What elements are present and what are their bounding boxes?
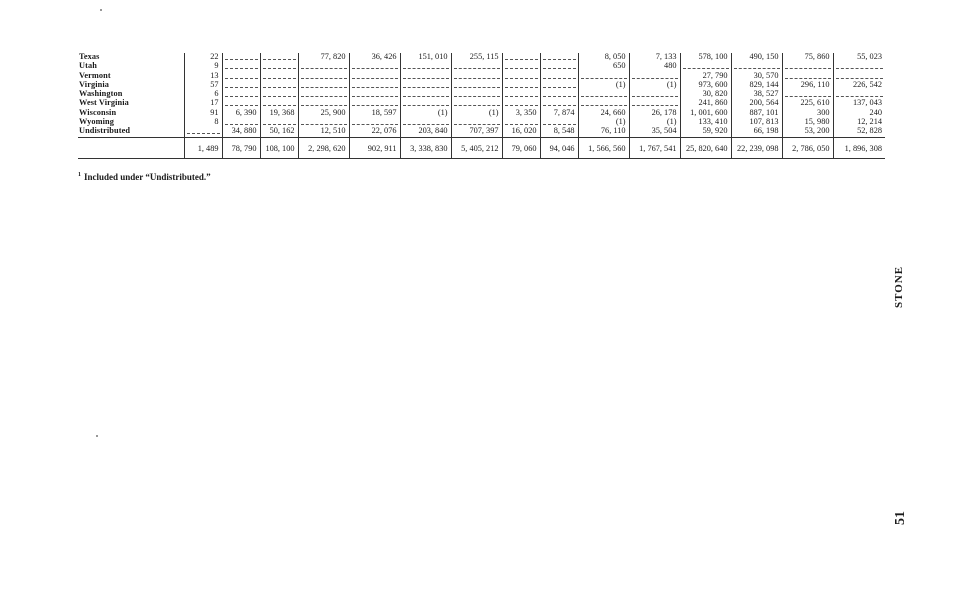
table-cell: 35, 504 <box>629 127 680 137</box>
table-cell <box>540 53 578 62</box>
table-cell: 18, 597 <box>349 109 400 118</box>
table-cell <box>629 90 680 99</box>
table-cell: 8, 050 <box>578 53 629 62</box>
total-row <box>78 137 885 158</box>
table-cell: 91 <box>184 109 222 118</box>
table-cell: 25, 900 <box>298 109 349 118</box>
table-cell <box>451 81 502 90</box>
empty-cell-dash <box>301 72 347 79</box>
total-cell: 25, 820, 640 <box>680 137 731 158</box>
empty-cell-dash <box>543 53 576 60</box>
empty-cell-dash <box>543 118 576 125</box>
empty-cell-dash <box>225 53 258 60</box>
table-cell: 52, 828 <box>833 127 885 137</box>
table-cell: 77, 820 <box>298 53 349 62</box>
empty-cell-dash <box>543 62 576 69</box>
table-cell: 1, 001, 600 <box>680 109 731 118</box>
table-cell: 50, 162 <box>260 127 298 137</box>
total-cell: 902, 911 <box>349 137 400 158</box>
state-label: Wisconsin <box>79 107 117 117</box>
table-cell <box>222 81 260 90</box>
total-cell: 5, 405, 212 <box>451 137 502 158</box>
table-cell <box>298 81 349 90</box>
table-cell <box>222 72 260 81</box>
table-cell: 226, 542 <box>833 81 885 90</box>
total-cell: 2, 786, 050 <box>782 137 833 158</box>
empty-cell-dash <box>836 90 884 97</box>
table-cell: 203, 840 <box>400 127 451 137</box>
table-cell: 30, 820 <box>680 90 731 99</box>
table-cell: 151, 010 <box>400 53 451 62</box>
total-cell: 94, 046 <box>540 137 578 158</box>
table-cell <box>782 62 833 71</box>
table-cell <box>400 72 451 81</box>
total-cell: 1, 566, 560 <box>578 137 629 158</box>
empty-cell-dash <box>263 118 296 125</box>
table-cell: 255, 115 <box>451 53 502 62</box>
table-cell: 22 <box>184 53 222 62</box>
table-cell: 107, 813 <box>731 118 782 127</box>
stone-statistics-table <box>78 53 885 159</box>
table-cell: 34, 880 <box>222 127 260 137</box>
table-cell: 7, 133 <box>629 53 680 62</box>
table-cell <box>349 72 400 81</box>
empty-cell-dash <box>263 81 296 88</box>
page-number: 51 <box>893 511 908 525</box>
table-cell <box>540 62 578 71</box>
scan-speck <box>100 9 102 11</box>
table-cell <box>222 90 260 99</box>
empty-cell-dash <box>785 72 831 79</box>
table-cell: 19, 368 <box>260 109 298 118</box>
empty-cell-dash <box>403 90 449 97</box>
empty-cell-dash <box>505 72 538 79</box>
empty-cell-dash <box>505 62 538 69</box>
table-cell: 6, 390 <box>222 109 260 118</box>
empty-cell-dash <box>403 62 449 69</box>
table-cell: 66, 198 <box>731 127 782 137</box>
table-cell <box>502 53 540 62</box>
empty-cell-dash <box>454 99 500 106</box>
table-cell: 76, 110 <box>578 127 629 137</box>
total-cell: 3, 338, 830 <box>400 137 451 158</box>
empty-cell-dash <box>454 90 500 97</box>
empty-cell-dash <box>454 81 500 88</box>
empty-cell-dash <box>225 90 258 97</box>
table-cell <box>349 81 400 90</box>
empty-cell-dash <box>632 99 678 106</box>
table-cell <box>184 127 222 137</box>
table-cell <box>400 90 451 99</box>
empty-cell-dash <box>301 99 347 106</box>
empty-cell-dash <box>632 90 678 97</box>
table-cell: 3, 350 <box>502 109 540 118</box>
table-cell: (1) <box>578 118 629 127</box>
table-cell <box>260 90 298 99</box>
total-cell: 1, 896, 308 <box>833 137 885 158</box>
table-cell <box>400 62 451 71</box>
scan-speck <box>96 435 98 437</box>
state-label: Utah <box>79 61 97 71</box>
table-cell <box>298 62 349 71</box>
empty-cell-dash <box>836 62 884 69</box>
empty-cell-dash <box>785 90 831 97</box>
table-cell <box>502 62 540 71</box>
table-cell: 75, 860 <box>782 53 833 62</box>
section-title-vertical: STONE <box>893 265 905 308</box>
table-cell <box>298 90 349 99</box>
empty-cell-dash <box>785 62 831 69</box>
table-cell <box>349 62 400 71</box>
table-cell: 9 <box>184 62 222 71</box>
table-row <box>78 53 885 62</box>
table-cell: 707, 397 <box>451 127 502 137</box>
state-label: Texas <box>79 52 100 61</box>
total-cell: 22, 239, 098 <box>731 137 782 158</box>
state-label: Wyoming <box>79 117 114 127</box>
table-cell: 300 <box>782 109 833 118</box>
table-cell: 59, 920 <box>680 127 731 137</box>
table-cell <box>540 72 578 81</box>
table-cell: 17 <box>184 99 222 108</box>
table-row <box>78 127 885 137</box>
empty-cell-dash <box>543 99 576 106</box>
table-cell: (1) <box>629 81 680 90</box>
state-label: Virginia <box>79 79 109 89</box>
table-cell: 26, 178 <box>629 109 680 118</box>
empty-cell-dash <box>505 81 538 88</box>
table-cell: 8, 548 <box>540 127 578 137</box>
table-cell: 53, 200 <box>782 127 833 137</box>
empty-cell-dash <box>187 127 220 134</box>
table-cell: 133, 410 <box>680 118 731 127</box>
state-label: Washington <box>79 89 123 99</box>
table-cell: 240 <box>833 109 885 118</box>
empty-cell-dash <box>543 90 576 97</box>
table-cell: 200, 564 <box>731 99 782 108</box>
table-cell: 15, 980 <box>782 118 833 127</box>
table-cell: (1) <box>629 118 680 127</box>
table-cell: 8 <box>184 118 222 127</box>
empty-cell-dash <box>225 62 258 69</box>
total-cell: 108, 100 <box>260 137 298 158</box>
empty-cell-dash <box>505 90 538 97</box>
empty-cell-dash <box>352 118 398 125</box>
table-cell: (1) <box>578 81 629 90</box>
footnote-marker: 1 <box>78 172 81 178</box>
table-cell <box>260 62 298 71</box>
table-cell: 24, 660 <box>578 109 629 118</box>
empty-cell-dash <box>263 62 296 69</box>
empty-cell-dash <box>301 62 347 69</box>
total-label <box>78 137 184 158</box>
table-cell <box>578 90 629 99</box>
table-cell <box>451 62 502 71</box>
empty-cell-dash <box>301 118 347 125</box>
table-cell <box>502 81 540 90</box>
table-cell <box>833 62 885 71</box>
table-cell <box>540 81 578 90</box>
empty-cell-dash <box>581 99 627 106</box>
table-cell: 490, 150 <box>731 53 782 62</box>
empty-cell-dash <box>505 118 538 125</box>
empty-cell-dash <box>581 72 627 79</box>
empty-cell-dash <box>543 81 576 88</box>
state-label: Undistributed <box>79 126 131 136</box>
table-cell: 225, 610 <box>782 99 833 108</box>
empty-cell-dash <box>225 118 258 125</box>
state-label: Vermont <box>79 70 111 80</box>
empty-cell-dash <box>225 99 258 106</box>
table-cell: 22, 076 <box>349 127 400 137</box>
total-cell: 78, 790 <box>222 137 260 158</box>
table-cell: 887, 101 <box>731 109 782 118</box>
empty-cell-dash <box>454 118 500 125</box>
table-cell: 57 <box>184 81 222 90</box>
empty-cell-dash <box>263 72 296 79</box>
empty-cell-dash <box>683 62 729 69</box>
table-cell: 480 <box>629 62 680 71</box>
total-cell: 1, 489 <box>184 137 222 158</box>
empty-cell-dash <box>403 72 449 79</box>
state-label: West Virginia <box>79 98 129 108</box>
empty-cell-dash <box>454 62 500 69</box>
table-cell <box>222 62 260 71</box>
table-cell <box>260 53 298 62</box>
table-cell <box>502 72 540 81</box>
empty-cell-dash <box>543 72 576 79</box>
table-cell: 7, 874 <box>540 109 578 118</box>
table-cell: 6 <box>184 90 222 99</box>
footnote-text: Included under “Undistributed.” <box>84 172 211 182</box>
table-cell: 650 <box>578 62 629 71</box>
table-cell: 12, 510 <box>298 127 349 137</box>
empty-cell-dash <box>301 81 347 88</box>
empty-cell-dash <box>352 72 398 79</box>
table-cell: 241, 860 <box>680 99 731 108</box>
table-cell: 13 <box>184 72 222 81</box>
table-cell: 12, 214 <box>833 118 885 127</box>
empty-cell-dash <box>352 90 398 97</box>
empty-cell-dash <box>225 81 258 88</box>
table-cell: 38, 527 <box>731 90 782 99</box>
footnote <box>78 172 211 182</box>
empty-cell-dash <box>225 72 258 79</box>
table-cell <box>451 72 502 81</box>
table-cell <box>298 72 349 81</box>
table-cell: 30, 570 <box>731 72 782 81</box>
empty-cell-dash <box>301 90 347 97</box>
empty-cell-dash <box>403 99 449 106</box>
empty-cell-dash <box>581 90 627 97</box>
empty-cell-dash <box>263 53 296 60</box>
empty-cell-dash <box>352 62 398 69</box>
empty-cell-dash <box>403 81 449 88</box>
empty-cell-dash <box>734 62 780 69</box>
empty-cell-dash <box>352 81 398 88</box>
table-cell: 296, 110 <box>782 81 833 90</box>
empty-cell-dash <box>263 99 296 106</box>
table-cell <box>349 90 400 99</box>
table-cell <box>400 81 451 90</box>
empty-cell-dash <box>836 72 884 79</box>
empty-cell-dash <box>505 99 538 106</box>
empty-cell-dash <box>505 53 538 60</box>
table-cell: 829, 144 <box>731 81 782 90</box>
empty-cell-dash <box>454 72 500 79</box>
empty-cell-dash <box>632 72 678 79</box>
table-cell: 973, 600 <box>680 81 731 90</box>
table-cell <box>451 90 502 99</box>
total-cell: 2, 298, 620 <box>298 137 349 158</box>
table-cell: 27, 790 <box>680 72 731 81</box>
table-cell <box>222 53 260 62</box>
total-cell: 1, 767, 541 <box>629 137 680 158</box>
table-cell <box>260 81 298 90</box>
empty-cell-dash <box>403 118 449 125</box>
table-cell <box>502 90 540 99</box>
table-cell: 36, 426 <box>349 53 400 62</box>
table-cell <box>540 90 578 99</box>
table-cell: 55, 023 <box>833 53 885 62</box>
table-cell: (1) <box>400 109 451 118</box>
table-cell: (1) <box>451 109 502 118</box>
total-cell: 79, 060 <box>502 137 540 158</box>
empty-cell-dash <box>352 99 398 106</box>
table-cell: 16, 020 <box>502 127 540 137</box>
table-cell: 137, 043 <box>833 99 885 108</box>
table-cell: 578, 100 <box>680 53 731 62</box>
empty-cell-dash <box>263 90 296 97</box>
table-cell <box>260 72 298 81</box>
